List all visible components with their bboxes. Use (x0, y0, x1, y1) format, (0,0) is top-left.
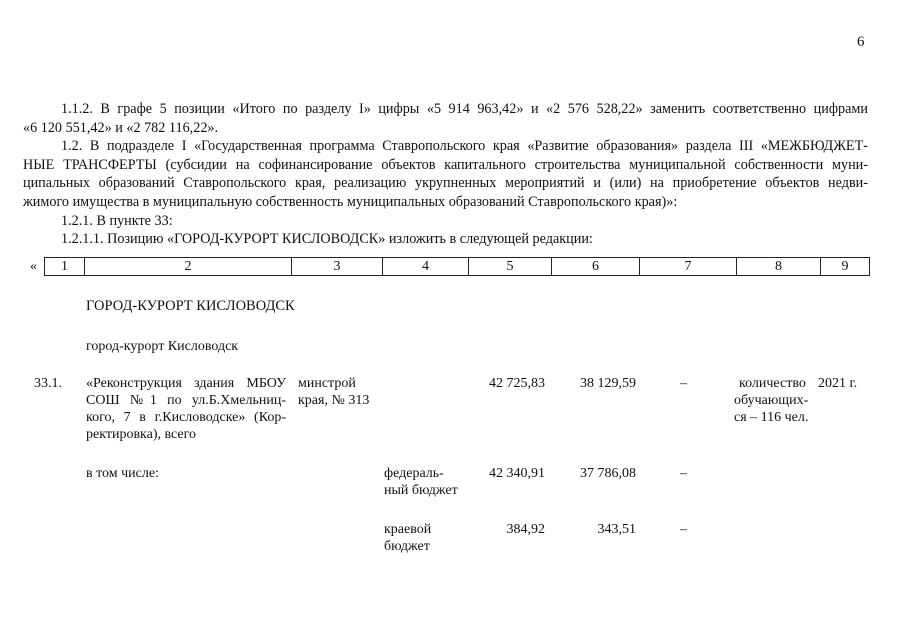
total-col5: 42 725,83 (489, 376, 545, 391)
item-number: 33.1. (34, 376, 62, 391)
column-number-cell: 7 (640, 258, 737, 276)
object-description-line: «Реконструкция здания МБОУ (86, 376, 286, 391)
including-label: в том числе: (86, 466, 159, 481)
regional-col7: – (680, 522, 687, 537)
federal-col7: – (680, 466, 687, 481)
column-number-cell: 6 (552, 258, 640, 276)
paragraph-3: 1.2.1. В пункте 33: (61, 212, 173, 229)
funding-source-line: ный бюджет (384, 483, 458, 498)
municipality-heading: ГОРОД-КУРОРТ КИСЛОВОДСК (86, 298, 295, 314)
customer-line: края, № 313 (298, 393, 370, 408)
object-description-line: кого, 7 в г.Кисловодске» (Кор- (86, 410, 286, 425)
regional-col5: 384,92 (506, 522, 545, 537)
column-number-table (44, 257, 870, 276)
paragraph-2-line-4: жимого имущества в муниципальную собственность муниципальных образований Ставропольского края)»: (23, 193, 678, 210)
regional-col6: 343,51 (597, 522, 636, 537)
column-number-row (45, 258, 870, 276)
federal-col6: 37 786,08 (580, 466, 636, 481)
paragraph-1-line-1: 1.1.2. В графе 5 позиции «Итого по разделу I» цифры «5 914 963,42» и «2 576 528,22» заменить соответственно цифрами (61, 101, 868, 117)
customer-line: минстрой (298, 376, 356, 391)
column-number-cell: 1 (45, 258, 85, 276)
capacity (734, 375, 808, 426)
paragraph-2-line-1: 1.2. В подразделе I «Государственная программа Ставропольского края «Развитие образования» раздела III «МЕЖБЮДЖЕТ- (61, 138, 868, 155)
federal-col5: 42 340,91 (489, 466, 545, 481)
object-description (86, 375, 286, 443)
total-col7: – (680, 376, 687, 391)
paragraph-2-line-2: НЫЕ ТРАНСФЕРТЫ (субсидии на софинансирование объектов капитального строительства муниципальной собственности муни- (23, 156, 868, 173)
opening-quote: « (30, 259, 37, 274)
amendment-text (23, 100, 868, 249)
municipality-subheading: город-курорт Кисловодск (86, 339, 239, 354)
object-description-line: СОШ №1 по ул.Б.Хмельниц- (86, 393, 286, 408)
paragraph-4: 1.2.1.1. Позицию «ГОРОД-КУРОРТ КИСЛОВОДСК» изложить в следующей редакции: (61, 231, 593, 248)
column-number-cell: 2 (85, 258, 292, 276)
funding-source-line: краевой (384, 522, 432, 537)
funding-source-line: бюджет (384, 539, 430, 554)
total-col6: 38 129,59 (580, 376, 636, 391)
customer (298, 375, 369, 409)
commissioning-year: 2021 г. (818, 376, 858, 391)
column-number-cell: 3 (292, 258, 383, 276)
capacity-line: ся – 116 чел. (734, 410, 809, 425)
page-number: 6 (857, 34, 865, 50)
object-description-line: ректировка), всего (86, 427, 197, 442)
funding-source-line: федераль- (384, 466, 444, 481)
paragraph-2-line-3: ципальных образований Ставропольского края, реализацию укрупненных мероприятий и (или) на приобретение объектов недви- (23, 175, 868, 192)
column-number-cell: 5 (469, 258, 552, 276)
paragraph-1-line-2: «6 120 551,42» и «2 782 116,22». (23, 119, 219, 136)
capacity-line: количество (739, 376, 806, 391)
column-number-cell: 8 (737, 258, 821, 276)
column-number-cell: 4 (383, 258, 469, 276)
column-number-cell: 9 (821, 258, 870, 276)
funding-source (384, 521, 431, 555)
capacity-line: обучающих- (734, 393, 809, 408)
